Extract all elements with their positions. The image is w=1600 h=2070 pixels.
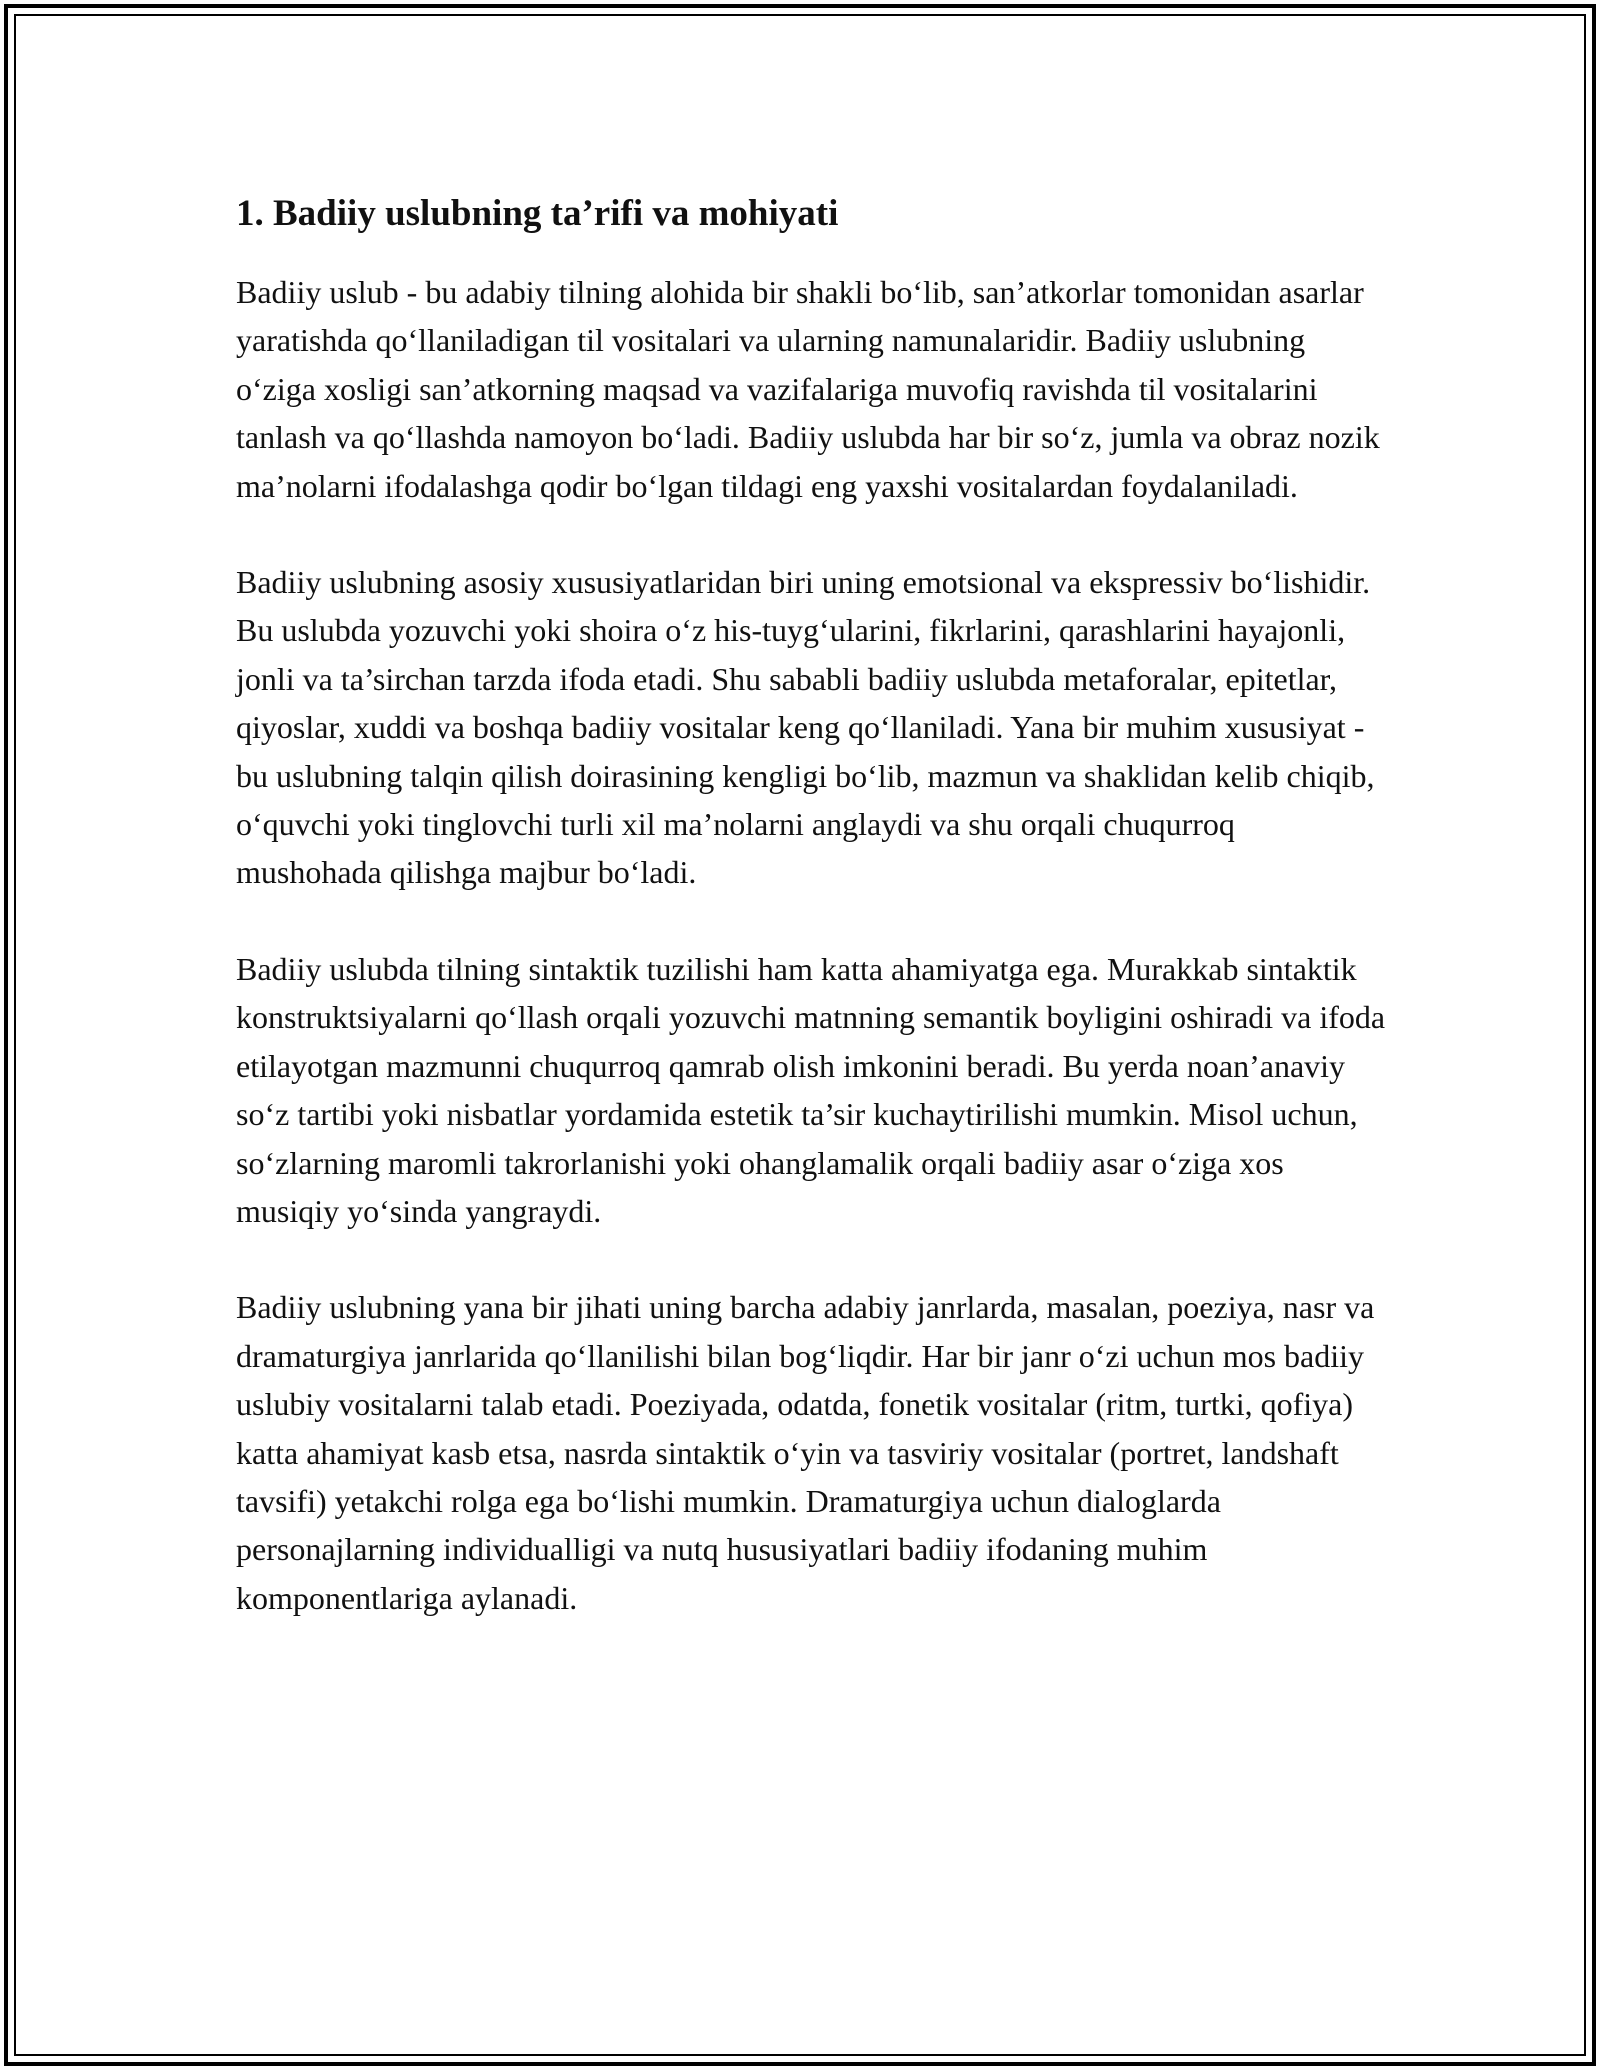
paragraph-3: Badiiy uslubda tilning sintaktik tuzilishi ham katta ahamiyatga ega. Murakkab sintaktik konstruktsiyalarni qo‘llash orqali yozuvchi matnning semantik boyligini oshiradi va ifoda etilayotgan mazmunni chuqurroq qamrab olish imkonini beradi. Bu yerda noan’anaviy so‘z tartibi yoki nisbatlar yordamida estetik ta’sir kuchaytirilishi mumkin. Misol uchun, so‘zlarning maromli takrorlanishi yoki ohanglamalik orqali badiiy asar o‘ziga xos musiqiy yo‘sinda yangraydi.: [236, 950, 1386, 1229]
paragraph-1: Badiiy uslub - bu adabiy tilning alohida bir shakli bo‘lib, san’atkorlar tomonidan asarlar yaratishda qo‘llaniladigan til vositalari va ularning namunalaridir. Badiiy uslubning o‘ziga xosligi san’atkorning maqsad va vazifalariga muvofiq ravishda til vositalarini tanlash va qo‘llashda namoyon bo‘ladi. Badiiy uslubda har bir so‘z, jumla va obraz nozik ma’nolarni ifodalashga qodir bo‘lgan tildagi eng yaxshi vositalardan foydalaniladi.: [236, 274, 1380, 504]
document-body: [236, 186, 1386, 1670]
paragraph-2: Badiiy uslubning asosiy xususiyatlaridan biri uning emotsional va ekspressiv bo‘lishidir. Bu uslubda yozuvchi yoki shoira o‘z his-tuyg‘ularini, fikrlarini, qarashlarini hayajonli, jonli va ta’sirchan tarzda ifoda etadi. Shu sababli badiiy uslubda metaforalar, epitetlar, qiyoslar, xuddi va boshqa badiiy vositalar keng qo‘llaniladi. Yana bir muhim xususiyat - bu uslubning talqin qilish doirasining kengligi bo‘lib, mazmun va shaklidan kelib chiqib, o‘quvchi yoki tinglovchi turli xil ma’nolarni anglaydi va shu orqali chuqurroq mushohada qilishga majbur bo‘ladi.: [236, 564, 1375, 891]
paragraph-4: Badiiy uslubning yana bir jihati uning barcha adabiy janrlarda, masalan, poeziya, nasr va dramaturgiya janrlarida qo‘llanilishi bilan bog‘liqdir. Har bir janr o‘zi uchun mos badiiy uslubiy vositalarni talab etadi. Poeziyada, odatda, fonetik vositalar (ritm, turtki, qofiya) katta ahamiyat kasb etsa, nasrda sintaktik o‘yin va tasviriy vositalar (portret, landshaft tavsifi) yetakchi rolga ega bo‘lishi mumkin. Dramaturgiya uchun dialoglarda personajlarning individualligi va nutq hususiyatlari badiiy ifodaning muhim komponentlariga aylanadi.: [236, 1289, 1375, 1616]
section-heading: 1. Badiiy uslubning ta’rifi va mohiyati: [236, 193, 839, 234]
